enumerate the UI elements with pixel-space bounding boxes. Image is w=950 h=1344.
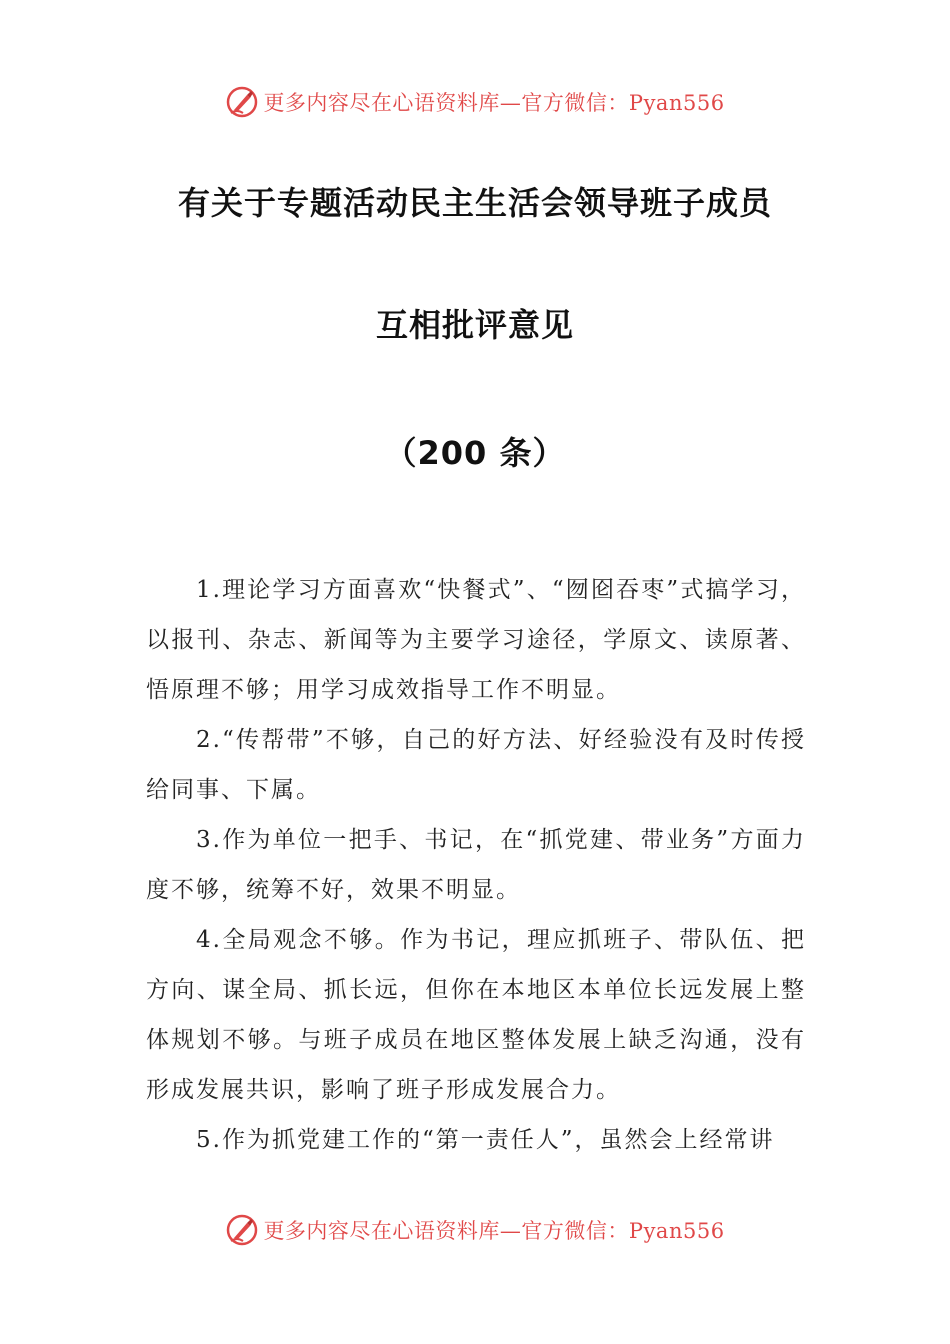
pen-logo-icon	[225, 1213, 259, 1247]
header-watermark	[0, 82, 950, 122]
paragraph-4: 4.全局观念不够。作为书记，理应抓班子、带队伍、把方向、谋全局、抓长远，但你在本地区本单位长远发展上整体规划不够。与班子成员在地区整体发展上缺乏沟通，没有形成发展共识，影响了班子形成发展合力。	[146, 927, 806, 1103]
pen-logo-icon	[225, 85, 259, 119]
document-title-count: （200 条）	[384, 434, 566, 472]
watermark-text: 更多内容尽在心语资料库—官方微信：Pyan556	[263, 1219, 725, 1243]
document-title-line1: 有关于专题活动民主生活会领导班子成员	[177, 184, 772, 222]
document-body	[146, 565, 806, 1165]
document-title-line2: 互相批评意见	[375, 306, 574, 344]
watermark-text: 更多内容尽在心语资料库—官方微信：Pyan556	[263, 91, 725, 115]
paragraph-1: 1.理论学习方面喜欢“快餐式”、“囫囵吞枣”式搞学习，以报刊、杂志、新闻等为主要学习途径，学原文、读原著、悟原理不够；用学习成效指导工作不明显。	[146, 577, 806, 703]
paragraph-5: 5.作为抓党建工作的“第一责任人”，虽然会上经常讲	[196, 1127, 775, 1153]
paragraph-2: 2.“传帮带”不够，自己的好方法、好经验没有及时传授给同事、下属。	[146, 727, 806, 803]
footer-watermark	[0, 1210, 950, 1250]
paragraph-3: 3.作为单位一把手、书记，在“抓党建、带业务”方面力度不够，统筹不好，效果不明显。	[146, 827, 806, 903]
